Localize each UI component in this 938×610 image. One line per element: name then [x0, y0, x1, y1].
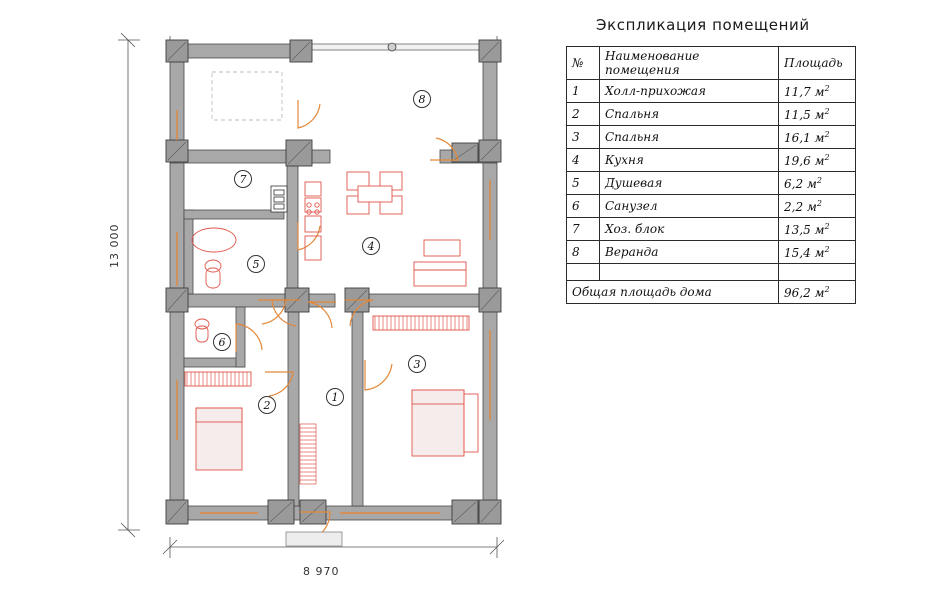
table-row [567, 80, 856, 103]
table-row [567, 103, 856, 126]
room-marker-2: 2 [258, 396, 276, 414]
cell-area [779, 195, 856, 218]
cell-area-unit: м [814, 107, 825, 122]
cell-area-unit: м [814, 245, 825, 260]
cell-name: Холл-прихожая [600, 80, 779, 103]
furniture [185, 72, 478, 484]
cell-area [779, 172, 856, 195]
cell-area-sup: 2 [816, 198, 822, 208]
spacer-cell [779, 264, 856, 281]
cell-area-value: 16,1 [784, 130, 811, 145]
room-marker-5: 5 [247, 255, 265, 273]
cell-area-unit: м [814, 153, 825, 168]
doors [236, 100, 458, 542]
total-area-unit: м [814, 285, 825, 300]
cell-area [779, 80, 856, 103]
room-schedule-table [566, 46, 856, 304]
table-row [567, 149, 856, 172]
cell-area-unit: м [814, 130, 825, 145]
table-title: Экспликация помещений [596, 16, 810, 34]
cell-area-sup: 2 [824, 152, 830, 162]
dimension-vertical-label: 13 000 [108, 223, 121, 268]
cell-name: Спальня [600, 103, 779, 126]
cell-name: Веранда [600, 241, 779, 264]
cell-num: 7 [567, 218, 600, 241]
cell-area-value: 2,2 [784, 199, 804, 214]
table-row [567, 241, 856, 264]
dimension-horizontal-label: 8 970 [303, 565, 340, 578]
entry-porch [286, 532, 342, 546]
table-row [567, 195, 856, 218]
cell-num: 1 [567, 80, 600, 103]
cell-name: Хоз. блок [600, 218, 779, 241]
cell-area [779, 241, 856, 264]
cell-area-sup: 2 [816, 175, 822, 185]
total-area [779, 281, 856, 304]
total-label: Общая площадь дома [567, 281, 779, 304]
cell-area [779, 149, 856, 172]
total-area-sup: 2 [824, 284, 830, 294]
cell-area [779, 218, 856, 241]
table-row [567, 218, 856, 241]
cell-area-sup: 2 [824, 129, 830, 139]
cell-area-value: 19,6 [784, 153, 811, 168]
cell-num: 8 [567, 241, 600, 264]
cell-name: Душевая [600, 172, 779, 195]
cell-area-sup: 2 [824, 83, 830, 93]
room-marker-6: 6 [213, 333, 231, 351]
table-spacer-row [567, 264, 856, 281]
col-header-area: Площадь [779, 47, 856, 80]
room-marker-3: 3 [408, 355, 426, 373]
cell-num: 5 [567, 172, 600, 195]
cell-area-value: 15,4 [784, 245, 811, 260]
col-header-name: Наименование помещения [600, 47, 779, 80]
room-marker-4: 4 [362, 237, 380, 255]
room-marker-7: 7 [234, 170, 252, 188]
table-row [567, 126, 856, 149]
cell-area-value: 11,7 [784, 84, 811, 99]
cell-area-value: 13,5 [784, 222, 811, 237]
cell-name: Кухня [600, 149, 779, 172]
spacer-cell [600, 264, 779, 281]
cell-num: 4 [567, 149, 600, 172]
spacer-cell [567, 264, 600, 281]
cell-area-value: 11,5 [784, 107, 811, 122]
veranda-glazing [310, 43, 495, 51]
cell-area-sup: 2 [824, 221, 830, 231]
cell-area-unit: м [806, 199, 817, 214]
room-marker-8: 8 [413, 90, 431, 108]
cell-area-sup: 2 [824, 106, 830, 116]
cell-area-sup: 2 [824, 244, 830, 254]
cell-area-unit: м [814, 222, 825, 237]
cell-area-value: 6,2 [784, 176, 804, 191]
room-marker-1: 1 [326, 388, 344, 406]
col-header-num: № [567, 47, 600, 80]
cell-name: Спальня [600, 126, 779, 149]
cell-area [779, 103, 856, 126]
cell-area-unit: м [806, 176, 817, 191]
total-area-value: 96,2 [784, 285, 811, 300]
table-row [567, 172, 856, 195]
cell-num: 6 [567, 195, 600, 218]
cell-area [779, 126, 856, 149]
cell-area-unit: м [814, 84, 825, 99]
cell-num: 3 [567, 126, 600, 149]
table-header-row [567, 47, 856, 80]
cell-num: 2 [567, 103, 600, 126]
cell-name: Санузел [600, 195, 779, 218]
table-total-row [567, 281, 856, 304]
